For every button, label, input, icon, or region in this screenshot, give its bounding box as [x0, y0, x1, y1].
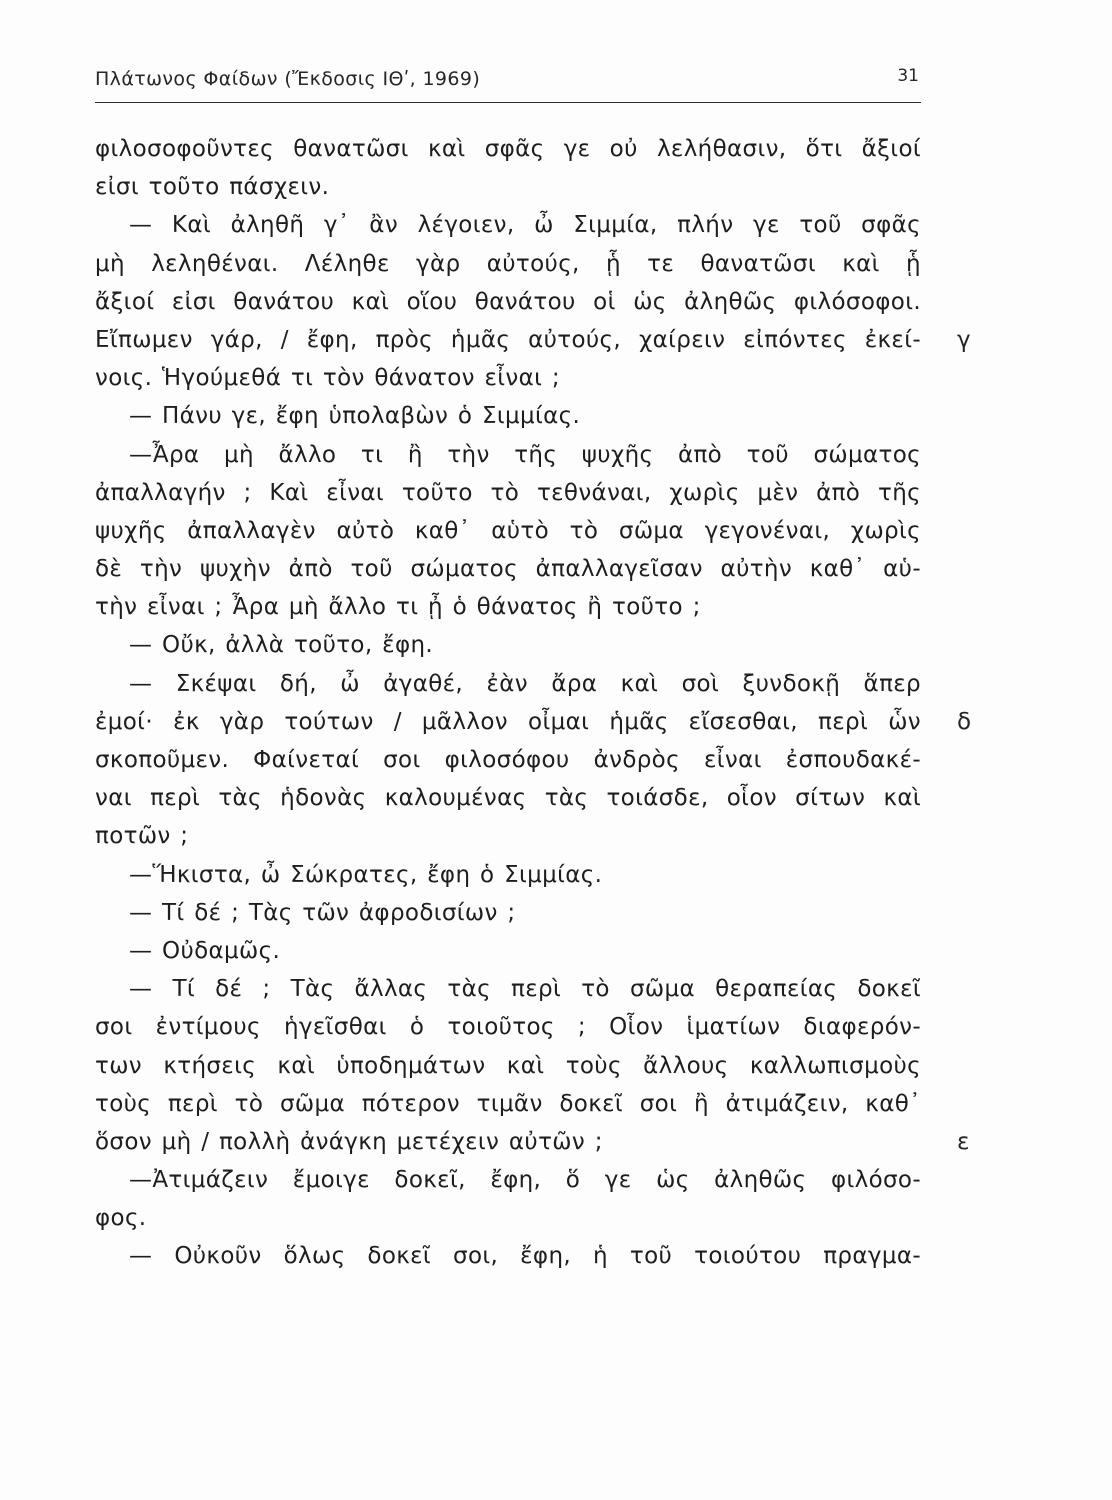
- text-line: [95, 588, 921, 626]
- text-line: [95, 550, 921, 588]
- text-line-content: — Πάνυ γε, ἔφη ὑπολαβὼν ὁ Σιμμίας.: [129, 403, 581, 430]
- text-line-content: ἄξιοί εἰσι θανάτου καὶ οἵου θανάτου οἱ ὡς ἀληθῶς φιλόσοφοι.: [95, 288, 921, 315]
- text-line: [95, 1199, 921, 1237]
- text-line: [95, 856, 921, 894]
- text-line-content: φος.: [95, 1205, 147, 1232]
- text-line-content: τοὺς περὶ τὸ σῶμα πότερον τιμᾶν δοκεῖ σοι ἢ ἀτιμάζειν, καθ᾽: [95, 1090, 921, 1117]
- running-header: [95, 66, 921, 103]
- margin-section-marker: ε: [957, 1128, 970, 1155]
- text-line-content: — Καὶ ἀληθῆ γ᾽ ἂν λέγοιεν, ὦ Σιμμία, πλήν γε τοῦ σφᾶς: [129, 212, 921, 239]
- text-line: [95, 436, 921, 474]
- text-line: [95, 1237, 921, 1275]
- header-title: Πλάτωνος Φαίδων (Ἔκδοσις ΙΘʹ, 1969): [95, 68, 481, 90]
- text-line-content: — Τί δέ ; Τὰς τῶν ἀφροδισίων ;: [129, 899, 516, 926]
- text-line-content: σοι ἐντίμους ἡγεῖσθαι ὁ τοιοῦτος ; Οἷον ἱματίων διαφερόν-: [95, 1014, 921, 1041]
- text-line-content: ποτῶν ;: [95, 823, 189, 850]
- text-line: [95, 474, 921, 512]
- text-line: [95, 1008, 921, 1046]
- text-line: [95, 512, 921, 550]
- text-line: [95, 283, 921, 321]
- text-line-content: ὅσον μὴ / πολλὴ ἀνάγκη μετέχειν αὐτῶν ;: [95, 1128, 603, 1155]
- text-line-content: νοις. Ἡγούμεθά τι τὸν θάνατον εἶναι ;: [95, 365, 560, 392]
- text-line-content: σκοποῦμεν. Φαίνεταί σοι φιλοσόφου ἀνδρὸς εἶναι ἐσπουδακέ-: [95, 747, 921, 773]
- text-line: [95, 817, 921, 855]
- text-line-content: εἰσι τοῦτο πάσχειν.: [95, 174, 330, 201]
- text-line: [95, 168, 921, 206]
- text-line: [95, 130, 921, 168]
- page-number: 31: [897, 66, 919, 86]
- text-line-content: —Ἀτιμάζειν ἔμοιγε δοκεῖ, ἔφη, ὅ γε ὡς ἀληθῶς φιλόσο-: [129, 1167, 921, 1194]
- text-line: [95, 1047, 921, 1085]
- text-line: [95, 741, 921, 779]
- text-line-content: δὲ τὴν ψυχὴν ἀπὸ τοῦ σώματος ἀπαλλαγεῖσαν αὐτὴν καθ᾽ αὑ-: [95, 556, 921, 583]
- text-line: [95, 1085, 921, 1123]
- text-line-content: των κτήσεις καὶ ὑποδημάτων καὶ τοὺς ἄλλους καλλωπισμοὺς: [95, 1052, 921, 1079]
- text-line-content: — Σκέψαι δή, ὦ ἀγαθέ, ἐὰν ἄρα καὶ σοὶ ξυνδοκῇ ἅπερ: [129, 670, 921, 697]
- text-line-content: — Οὔκ, ἀλλὰ τοῦτο, ἔφη.: [129, 632, 434, 659]
- text-line: [95, 665, 921, 703]
- text-line: [95, 703, 972, 741]
- text-line: [95, 397, 921, 435]
- body-text: [95, 130, 972, 1276]
- text-line: [95, 206, 921, 244]
- text-line-content: τὴν εἶναι ; Ἆρα μὴ ἄλλο τι ᾖ ὁ θάνατος ἢ τοῦτο ;: [95, 594, 701, 621]
- text-line: [95, 970, 921, 1008]
- text-line-content: — Οὐκοῦν ὅλως δοκεῖ σοι, ἔφη, ἡ τοῦ τοιούτου πραγμα-: [129, 1243, 921, 1270]
- text-line-content: ψυχῆς ἀπαλλαγὲν αὐτὸ καθ᾽ αὑτὸ τὸ σῶμα γεγονέναι, χωρὶς: [95, 517, 921, 544]
- text-line-content: ναι περὶ τὰς ἡδονὰς καλουμένας τὰς τοιάσδε, οἷον σίτων καὶ: [95, 785, 921, 812]
- text-line-content: — Οὐδαμῶς.: [129, 937, 281, 964]
- text-line: [95, 359, 921, 397]
- text-line-content: μὴ λεληθέναι. Λέληθε γὰρ αὐτούς, ᾗ τε θανατῶσι καὶ ᾗ: [95, 250, 921, 277]
- text-line-content: — Τί δέ ; Τὰς ἄλλας τὰς περὶ τὸ σῶμα θεραπείας δοκεῖ: [129, 976, 921, 1003]
- text-line: [95, 932, 921, 970]
- text-line-content: ἀπαλλαγήν ; Καὶ εἶναι τοῦτο τὸ τεθνάναι, χωρὶς μὲν ἀπὸ τῆς: [95, 479, 921, 506]
- text-line-content: —Ἆρα μὴ ἄλλο τι ἢ τὴν τῆς ψυχῆς ἀπὸ τοῦ σώματος: [129, 441, 921, 468]
- text-line-content: ἐμοί· ἐκ γὰρ τούτων / μᾶλλον οἶμαι ἡμᾶς εἴσεσθαι, περὶ ὧν: [95, 708, 921, 735]
- text-line: [95, 626, 921, 664]
- text-line: [95, 894, 921, 932]
- margin-section-marker: δ: [957, 708, 972, 735]
- text-line: [95, 245, 921, 283]
- text-line: [95, 321, 971, 359]
- text-line: [95, 1161, 921, 1199]
- text-line-content: φιλοσοφοῦντες θανατῶσι καὶ σφᾶς γε οὐ λελήθασιν, ὅτι ἄξιοί: [95, 136, 921, 162]
- margin-section-marker: γ: [957, 326, 971, 353]
- text-line-content: Εἴπωμεν γάρ, / ἔφη, πρὸς ἡμᾶς αὐτούς, χαίρειν εἰπόντες ἐκεί-: [95, 326, 921, 353]
- text-line-content: —Ἥκιστα, ὦ Σώκρατες, ἔφη ὁ Σιμμίας.: [129, 861, 603, 888]
- text-line: [95, 1123, 970, 1161]
- text-line: [95, 779, 921, 817]
